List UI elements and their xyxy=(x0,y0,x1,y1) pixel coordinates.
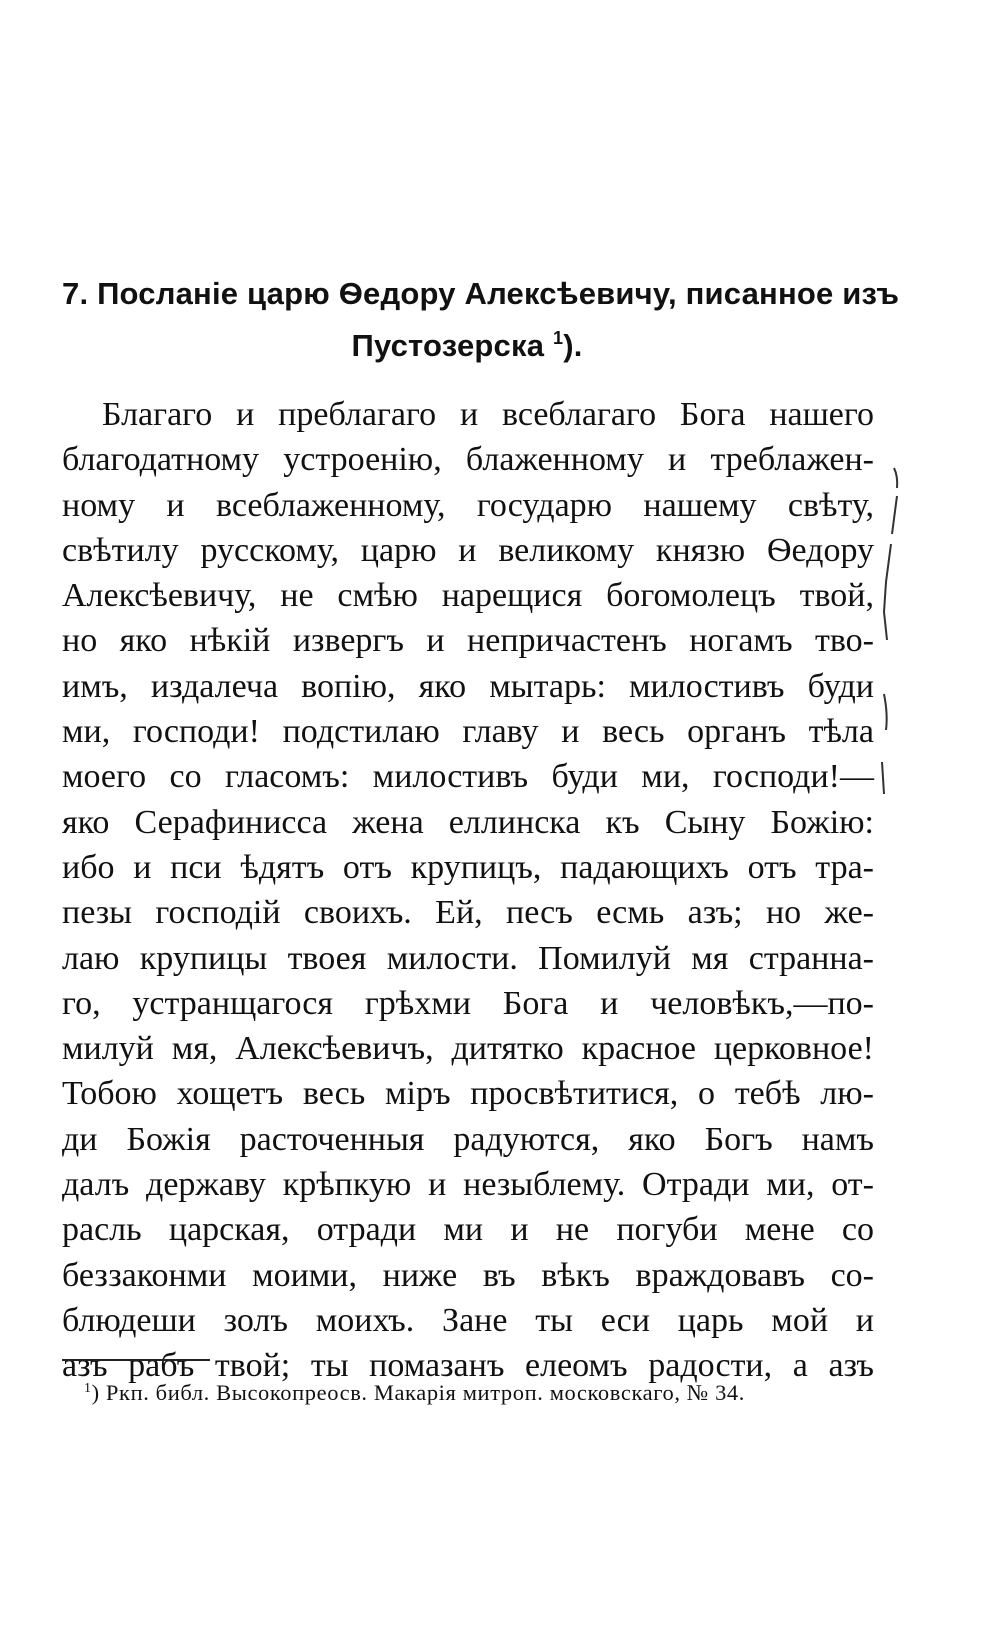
text-line: ми, господи! подстилаю главу и весь органъ тѣла xyxy=(62,713,874,751)
heading-place: Пустозерска xyxy=(351,328,545,363)
text-line: далъ державу крѣпкую и незыблему. Отради ми, от- xyxy=(62,1166,874,1204)
heading-line-1: 7. Посланіе царю Ѳедору Алексѣевичу, писанное изъ xyxy=(62,276,900,311)
text-line: но яко нѣкій извергъ и непричастенъ ногамъ тво- xyxy=(62,622,874,660)
text-line: милуй мя, Алексѣевичъ, дитятко красное церковное! xyxy=(62,1030,874,1068)
footnote-divider xyxy=(62,1359,210,1361)
text-line: лаю крупицы твоея милости. Помилуй мя странна- xyxy=(62,939,874,977)
footnote-marker: 1 xyxy=(84,1381,92,1396)
footnote-text: ) Ркп. библ. Высокопреосв. Макарія митроп. московскаго, № 34. xyxy=(91,1380,746,1405)
heading-line-2 xyxy=(62,320,872,372)
text-line: моего со гласомъ: милостивъ буди ми, господи!— xyxy=(62,758,874,796)
text-line: блюдеши золъ моихъ. Зане ты еси царь мой и xyxy=(62,1301,874,1339)
margin-bracket-mark xyxy=(878,462,908,802)
text-line: Тобою хощетъ весь міръ просвѣтитися, о тебѣ лю- xyxy=(62,1075,874,1113)
text-line: благодатному устроенію, блаженному и треблажен- xyxy=(62,441,874,479)
text-line: ному и всеблаженному, государю нашему свѣту, xyxy=(62,486,874,524)
text-line: ди Божія расточенныя радуются, яко Богъ намъ xyxy=(62,1120,874,1158)
text-line: имъ, издалеча вопію, яко мытарь: милостивъ буди xyxy=(62,667,874,705)
footnote xyxy=(84,1378,874,1408)
text-line: свѣтилу русскому, царю и великому князю Ѳедору xyxy=(62,531,874,569)
text-line: беззаконми моими, ниже въ вѣкъ враждовавъ со- xyxy=(62,1256,874,1294)
text-line: пезы господій своихъ. Ей, песъ есмь азъ; но же- xyxy=(62,894,874,932)
text-line: го, устранщагося грѣхми Бога и человѣкъ,—по- xyxy=(62,984,874,1022)
letter-text xyxy=(62,392,874,1389)
text-line: Благаго и преблагаго и всеблагаго Бога нашего xyxy=(102,396,874,433)
heading-tail: ). xyxy=(563,328,583,363)
text-line: Алексѣевичу, не смѣю нарещися богомолецъ твой, xyxy=(62,577,874,615)
text-line: расль царская, отради ми и не погуби мене со xyxy=(62,1211,874,1249)
chapter-heading xyxy=(62,268,900,372)
text-line: азъ рабъ твой; ты помазанъ елеомъ радости, а азъ xyxy=(62,1347,874,1385)
text-line: ибо и пси ѣдятъ отъ крупицъ, падающихъ отъ тра- xyxy=(62,848,874,886)
text-line: яко Серафинисса жена еллинска къ Сыну Божію: xyxy=(62,803,874,841)
footnote-ref: 1 xyxy=(552,328,564,348)
